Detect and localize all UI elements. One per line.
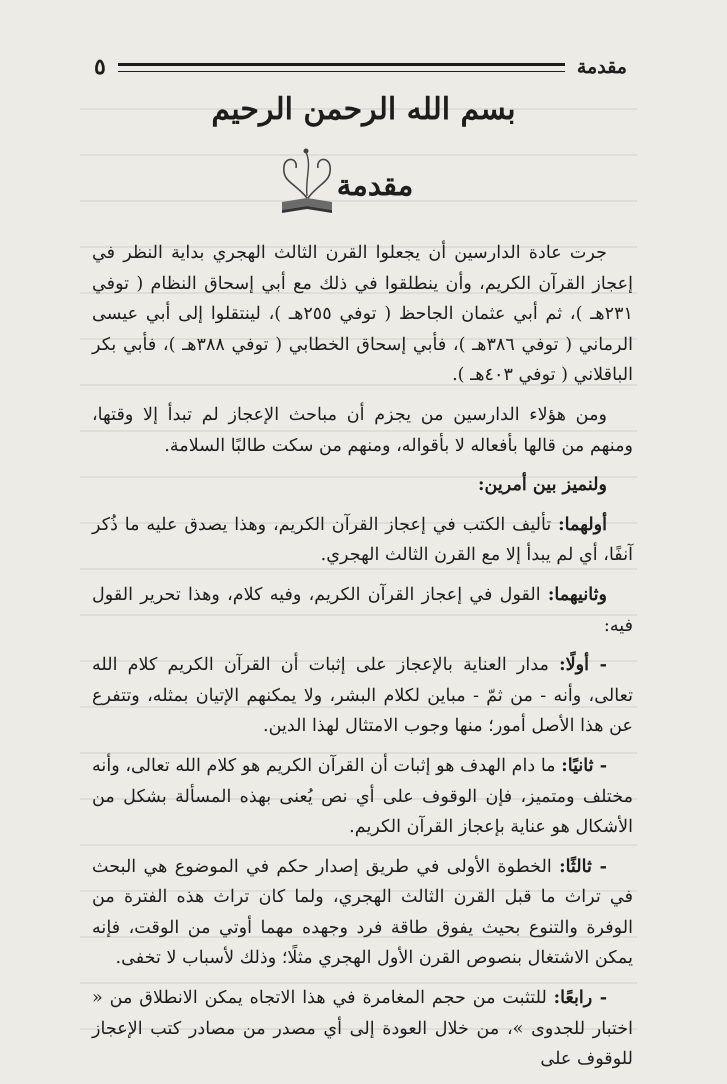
paragraph-4: أولهما: تأليف الكتب في إعجاز القرآن الكريم، وهذا يصدق عليه ما ذُكر آنفًا، أي لم يبدأ إلا مع القرن الثالث الهجري. [92, 513, 633, 566]
paragraph-2: ومن هؤلاء الدارسين من يجزم أن مباحث الإعجاز لم تبدأ إلا وقتها، ومنهم من قالها بأفعاله لا بأقواله، ومنهم من سكت طالبًا السلامة. [92, 404, 633, 456]
paragraph-1: جرت عادة الدارسين أن يجعلوا القرن الثالث الهجري بداية النظر في إعجاز القرآن الكريم، وأن ينطلقوا في ذلك مع أبي إسحاق النظام ( توفي ٢٣١هـ )، ثم أبي عثمان الجاحظ ( توفي ٢٥٥هـ )، لينتقلوا إلى أبي عيسى الرماني ( توفي ٣٨٦هـ )، فأبي إسحاق الخطابي ( توفي ٣٨٨هـ )، فأبي بكر الباقلاني ( توفي ٤٠٣هـ ). [92, 243, 633, 386]
paragraph-7: - ثانيًا: ما دام الهدف هو إثبات أن القرآن الكريم هو كلام الله تعالى، وأنه مختلف ومتميز، فإن الوقوف على أي نص يُعنى بهذه المسألة بشكل من الأشكال هو عناية بإعجاز القرآن الكريم. [92, 754, 633, 838]
paragraph-8: - ثالثًا: الخطوة الأولى في طريق إصدار حكم في الموضوع هي البحث في تراث ما قبل القرن الثالث الهجري، ولما كان تراث هذه الفترة من الوفرة والتنوع بحيث يفوق طاقة فرد وجهده مهما أوتي من الوقت، فإنه يمكن الاشتغال بنصوص القرن الأول الهجري مثلًا؛ وذلك لأسباب لا تخفى. [92, 855, 633, 969]
section-title: مقدمة [336, 168, 414, 202]
basmala: بسم الله الرحمن الرحيم [211, 92, 516, 127]
paragraph-3: ولنميز بين أمرين: [477, 474, 607, 496]
header-title: مقدمة [576, 56, 627, 78]
paragraph-5: وثانيهما: القول في إعجاز القرآن الكريم، وفيه كلام، وهذا تحرير القول فيه: [92, 583, 633, 636]
paragraph-9: - رابعًا: للتثبت من حجم المغامرة في هذا الاتجاه يمكن الانطلاق من « اختبار للجدوى »، من خلال العودة إلى أي مصدر من مصادر كتب الإعجاز للوقوف على [92, 987, 633, 1070]
header-rule [118, 63, 565, 72]
body-text [92, 238, 633, 1084]
page-number: ٥ [94, 54, 106, 80]
paragraph-6: - أولًا: مدار العناية بالإعجاز على إثبات أن القرآن الكريم كلام الله تعالى، وأنه - من ثمّ - مباين لكلام البشر، ولا يمكنهم الإتيان بمثله، وتتفرع عن هذا الأصل أمور؛ منها وجوب الامتثال لهذا الدين. [92, 654, 633, 737]
running-header [94, 52, 627, 82]
